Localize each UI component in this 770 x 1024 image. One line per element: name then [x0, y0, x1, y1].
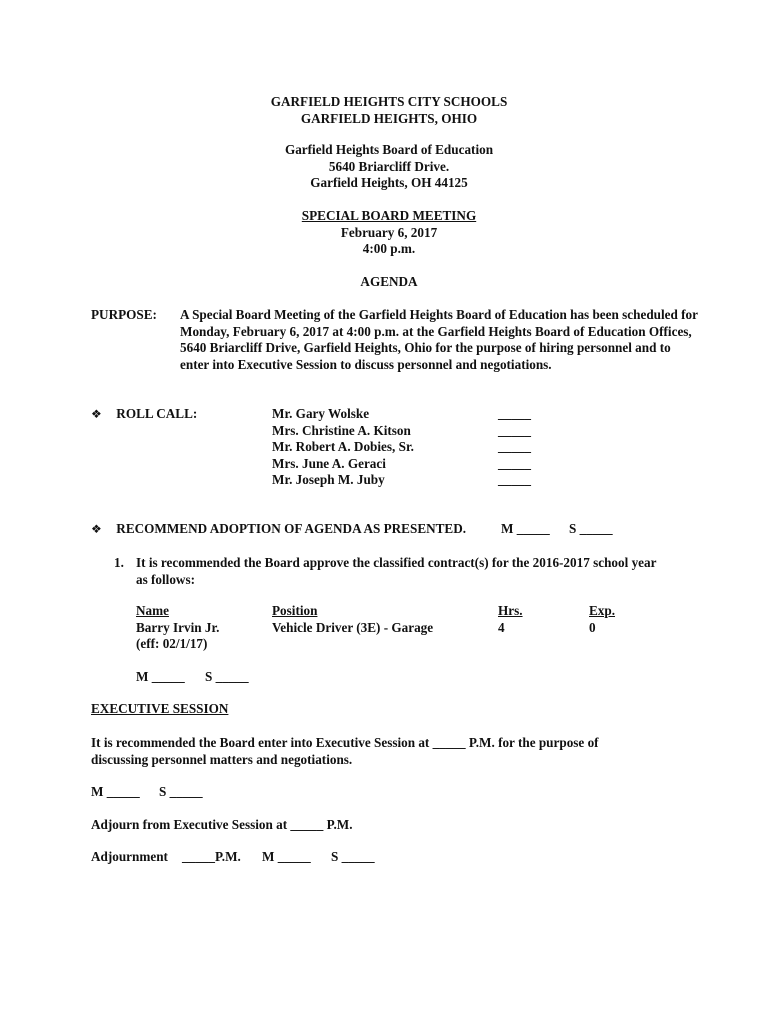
column-header-exp: Exp. — [589, 603, 616, 618]
item1-line: as follows: — [136, 571, 195, 587]
board-address — [0, 142, 770, 192]
member-name: Mrs. June A. Geraci — [272, 455, 386, 471]
purpose-text: A Special Board Meeting of the Garfield Heights Board of Education has been scheduled for Monday, February 6, 2017 at 4:00 p.m. at the Garfield Heights Board of Education Offices, 5640 Briarcliff Drive, Garfield Heights, Ohio for the purpose of hiring personnel and to enter into Executive Session to discuss personnel and negotiations. — [180, 307, 698, 372]
adjournment-time: _____P.M. — [182, 849, 241, 864]
contract-exp-column — [589, 603, 615, 636]
district-name: GARFIELD HEIGHTS CITY SCHOOLS — [270, 94, 508, 109]
contract-name-column — [136, 603, 219, 653]
effective-date: (eff: 02/1/17) — [136, 636, 208, 652]
member-name: Mr. Joseph M. Juby — [272, 472, 385, 488]
hrs-value: 4 — [498, 619, 505, 635]
adoption-text: RECOMMEND ADOPTION OF AGENDA AS PRESENTED. — [116, 521, 467, 536]
adoption-second: S _____ — [569, 521, 613, 536]
executive-line: discussing personnel matters and negotiations. — [91, 751, 353, 767]
adjournment-label: Adjournment — [91, 849, 168, 864]
attendance-blank: _____ — [498, 406, 531, 421]
executive-line: It is recommended the Board enter into Executive Session at _____ P.M. for the purpose of — [91, 735, 599, 750]
roll-call-names — [272, 406, 414, 489]
contract-position-column — [272, 603, 433, 636]
agenda-title: AGENDA — [360, 274, 418, 289]
executive-motion: M _____ — [91, 784, 140, 799]
item1-text — [136, 555, 656, 588]
roll-call-heading — [91, 406, 197, 423]
exp-value: 0 — [589, 619, 596, 635]
adjournment-second: S _____ — [331, 849, 375, 864]
diamond-bullet-icon: ❖ — [91, 407, 102, 421]
executive-second: S _____ — [159, 784, 203, 799]
meeting-type: SPECIAL BOARD MEETING — [301, 208, 477, 223]
meeting-info — [0, 208, 770, 258]
adjournment-motion: M _____ — [262, 849, 311, 864]
member-name: Mr. Gary Wolske — [272, 406, 370, 421]
position-value: Vehicle Driver (3E) - Garage — [272, 619, 434, 635]
attendance-blank: _____ — [498, 455, 531, 471]
document-header — [0, 94, 770, 127]
attendance-blank: _____ — [498, 472, 531, 488]
roll-call-label: ROLL CALL: — [116, 406, 198, 421]
street-address: 5640 Briarcliff Drive. — [328, 158, 450, 174]
column-header-hrs: Hrs. — [498, 603, 523, 618]
item-number: 1. — [114, 555, 124, 570]
executive-session-text — [91, 735, 599, 768]
board-name: Garfield Heights Board of Education — [284, 142, 494, 157]
meeting-date: February 6, 2017 — [340, 224, 438, 240]
executive-session-heading: EXECUTIVE SESSION — [91, 701, 229, 716]
member-name: Mrs. Christine A. Kitson — [272, 422, 411, 438]
item1-motion: M _____ — [136, 669, 185, 684]
adoption-line — [91, 521, 466, 538]
contract-hrs-column — [498, 603, 523, 636]
purpose-label: PURPOSE: — [91, 307, 157, 322]
meeting-time: 4:00 p.m. — [362, 241, 416, 257]
city-zip: Garfield Heights, OH 44125 — [310, 175, 468, 191]
diamond-bullet-icon: ❖ — [91, 522, 102, 536]
item1-second: S _____ — [205, 669, 249, 684]
roll-call-blanks — [498, 406, 531, 489]
member-name: Mr. Robert A. Dobies, Sr. — [272, 439, 414, 455]
employee-name: Barry Irvin Jr. — [136, 619, 220, 635]
adjourn-from-executive: Adjourn from Executive Session at _____ P.M. — [91, 817, 353, 832]
attendance-blank: _____ — [498, 422, 531, 438]
column-header-position: Position — [272, 603, 318, 618]
item1-line: It is recommended the Board approve the classified contract(s) for the 2016-2017 school year — [136, 555, 657, 570]
city-state: GARFIELD HEIGHTS, OHIO — [300, 110, 478, 126]
column-header-name: Name — [136, 603, 169, 618]
attendance-blank: _____ — [498, 439, 531, 455]
adoption-motion: M _____ — [501, 521, 550, 536]
